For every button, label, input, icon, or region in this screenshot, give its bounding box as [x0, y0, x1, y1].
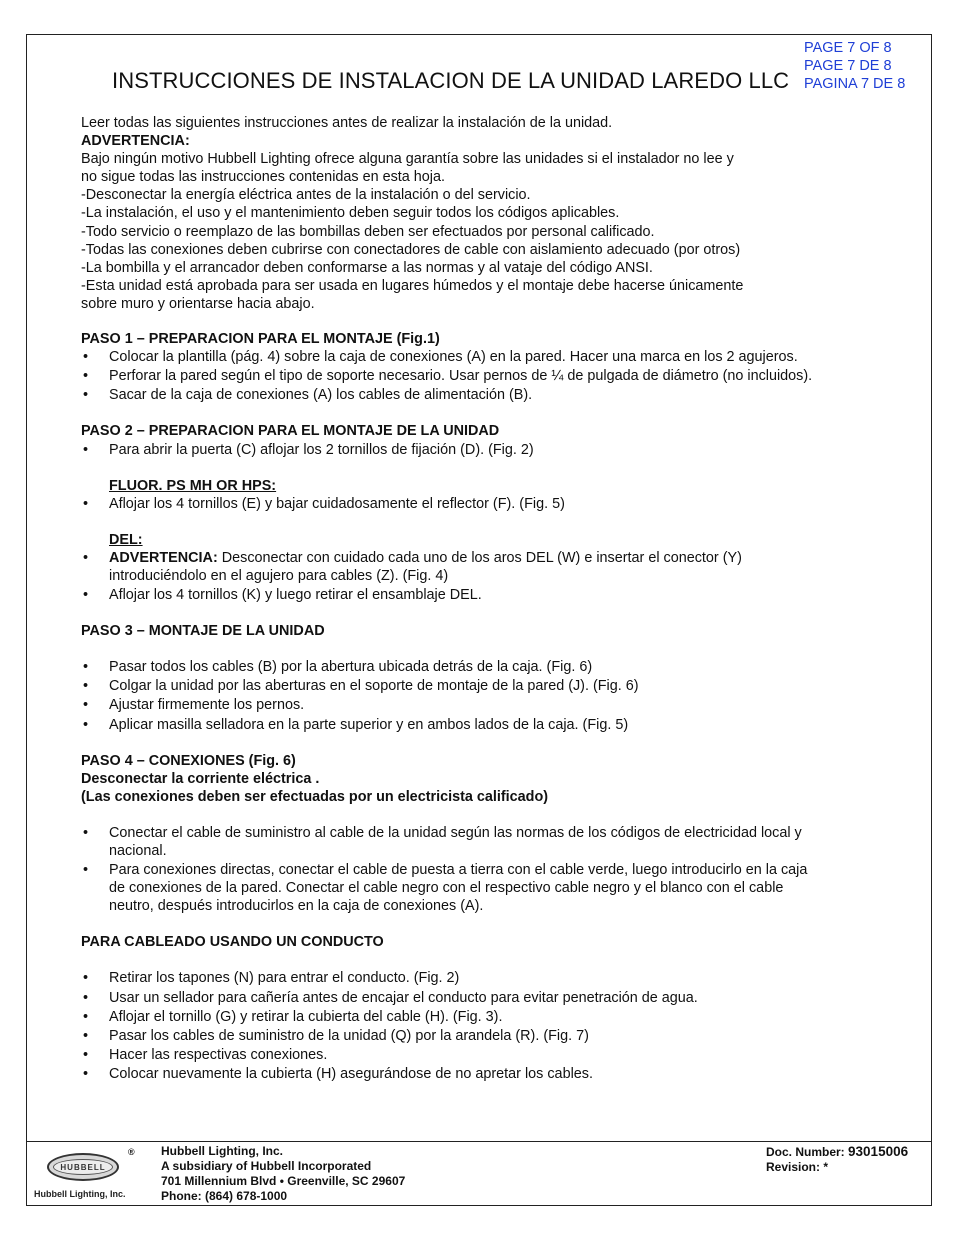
step4-subheading: (Las conexiones deben ser efectuadas por un electricista calificado) — [81, 788, 549, 805]
document-body — [81, 114, 821, 1084]
intro-line: -Todo servicio o reemplazo de las bombillas deben ser efectuados por personal calificado. — [81, 223, 655, 240]
intro-line: -La instalación, el uso y el mantenimiento deben seguir todos los códigos aplicables. — [81, 205, 620, 222]
logo-wordmark: HUBBELL — [53, 1159, 113, 1175]
list-item: • Colocar la plantilla (pág. 4) sobre la caja de conexiones (A) en la pared. Hacer una marca en los 2 agujeros. — [83, 349, 798, 366]
step3-heading: PASO 3 – MONTAJE DE LA UNIDAD — [81, 623, 325, 640]
footer-divider — [26, 1141, 932, 1142]
doc-number-label: Doc. Number: — [766, 1145, 845, 1159]
page-title: INSTRUCCIONES DE INSTALACION DE LA UNIDAD LAREDO LLC — [112, 68, 790, 93]
intro-line: -Todas las conexiones deben cubrirse con conectadores de cable con aislamiento adecuado (por otros) — [81, 241, 741, 258]
intro-line: Bajo ningún motivo Hubbell Lighting ofrece alguna garantía sobre las unidades si el instalador no lee y — [81, 151, 734, 168]
step4-list — [81, 824, 821, 915]
list-item: • Colgar la unidad por las aberturas en el soporte de montaje de la pared (J). (Fig. 6) — [83, 678, 639, 695]
company-address: 701 Millennium Blvd • Greenville, SC 29607 — [161, 1174, 406, 1188]
list-item: • Colocar nuevamente la cubierta (H) asegurándose de no apretar los cables. — [83, 1065, 593, 1082]
conduit-list — [81, 969, 821, 1083]
hubbell-logo — [34, 1147, 139, 1205]
warning-heading: ADVERTENCIA: — [81, 133, 190, 150]
fluor-heading: FLUOR. PS MH OR HPS: — [109, 477, 277, 494]
list-item: • Retirar los tapones (N) para entrar el conducto. (Fig. 2) — [83, 970, 460, 987]
step4-subheading: Desconectar la corriente eléctrica . — [81, 770, 320, 787]
doc-number: 93015006 — [848, 1144, 909, 1159]
list-item: • Pasar todos los cables (B) por la abertura ubicada detrás de la caja. (Fig. 6) — [83, 659, 593, 676]
page-number-es: PAGINA 7 DE 8 — [804, 76, 906, 92]
logo-caption: Hubbell Lighting, Inc. — [34, 1189, 126, 1199]
list-item: • Usar un sellador para cañería antes de encajar el conducto para evitar penetración de agua. — [83, 989, 698, 1006]
doc-number-row — [766, 1144, 908, 1160]
logo-oval — [47, 1153, 119, 1181]
list-item: • Conectar el cable de suministro al cable de la unidad según las normas de los códigos de electricidad local y nacional. — [83, 824, 802, 859]
intro-line: -La bombilla y el arrancador deben conformarse a las normas y al vataje del código ANSI. — [81, 259, 653, 276]
list-item: • Para abrir la puerta (C) aflojar los 2 tornillos de fijación (D). (Fig. 2) — [83, 441, 534, 458]
intro-lead: Leer todas las siguientes instrucciones antes de realizar la instalación de la unidad. — [81, 115, 613, 131]
page-number-fr: PAGE 7 DE 8 — [804, 58, 892, 74]
page-number-en: PAGE 7 OF 8 — [804, 40, 892, 56]
company-name: Hubbell Lighting, Inc. — [161, 1144, 283, 1158]
del-list — [81, 549, 821, 604]
list-item: • Aflojar los 4 tornillos (E) y bajar cuidadosamente el reflector (F). (Fig. 5) — [83, 495, 565, 512]
revision-value: * — [823, 1160, 829, 1174]
list-item: • ADVERTENCIA: Desconectar con cuidado cada uno de los aros DEL (W) e insertar el conector (Y) introduciéndolo en el agujero para cables (Z). (Fig. 4) — [83, 549, 742, 584]
registered-mark: ® — [128, 1147, 135, 1157]
list-item: • Aflojar los 4 tornillos (K) y luego retirar el ensamblaje DEL. — [83, 587, 482, 604]
company-info — [161, 1144, 405, 1204]
intro-line: -Desconectar la energía eléctrica antes de la instalación o del servicio. — [81, 187, 531, 204]
page-number-block — [804, 39, 905, 93]
list-item: • Perforar la pared según el tipo de soporte necesario. Usar pernos de ¼ de pulgada de diámetro (no incluidos). — [83, 368, 813, 385]
company-phone: Phone: (864) 678-1000 — [161, 1189, 288, 1203]
revision-row — [766, 1160, 908, 1175]
step3-list — [81, 658, 821, 733]
fluor-list — [81, 495, 821, 513]
intro-line: sobre muro y orientarse hacia abajo. — [81, 295, 315, 312]
document-info — [766, 1144, 908, 1175]
step4-heading: PASO 4 – CONEXIONES (Fig. 6) — [81, 752, 296, 769]
list-item: • Pasar los cables de suministro de la unidad (Q) por la arandela (R). (Fig. 7) — [83, 1027, 589, 1044]
list-item: • Sacar de la caja de conexiones (A) los cables de alimentación (B). — [83, 387, 533, 404]
revision-label: Revision: — [766, 1160, 821, 1174]
list-item: • Aplicar masilla selladora en la parte superior y en ambos lados de la caja. (Fig. 5) — [83, 716, 629, 733]
step1-heading: PASO 1 – PREPARACION PARA EL MONTAJE (Fig.1) — [81, 331, 440, 348]
list-item: • Aflojar el tornillo (G) y retirar la cubierta del cable (H). (Fig. 3). — [83, 1008, 503, 1025]
intro-line: no sigue todas las instrucciones contenidas en esta hoja. — [81, 169, 445, 186]
company-subsidiary: A subsidiary of Hubbell Incorporated — [161, 1159, 372, 1173]
conduit-heading: PARA CABLEADO USANDO UN CONDUCTO — [81, 934, 384, 951]
step2-list — [81, 441, 821, 459]
intro-line: -Esta unidad está aprobada para ser usada en lugares húmedos y el montaje debe hacerse únicamente — [81, 277, 744, 294]
list-item: • Hacer las respectivas conexiones. — [83, 1046, 328, 1063]
list-item: • Para conexiones directas, conectar el cable de puesta a tierra con el cable verde, luego introducirlo en la caja de conexiones de la pared. Conectar el cable negro con el respectivo cable negro y el blanco con el cable neutro, después introducirlos en la caja de conexiones (A). — [83, 862, 808, 915]
list-item: • Ajustar firmemente los pernos. — [83, 697, 305, 714]
del-heading: DEL: — [109, 531, 143, 548]
step2-heading: PASO 2 – PREPARACION PARA EL MONTAJE DE LA UNIDAD — [81, 423, 500, 440]
step1-list — [81, 348, 821, 404]
